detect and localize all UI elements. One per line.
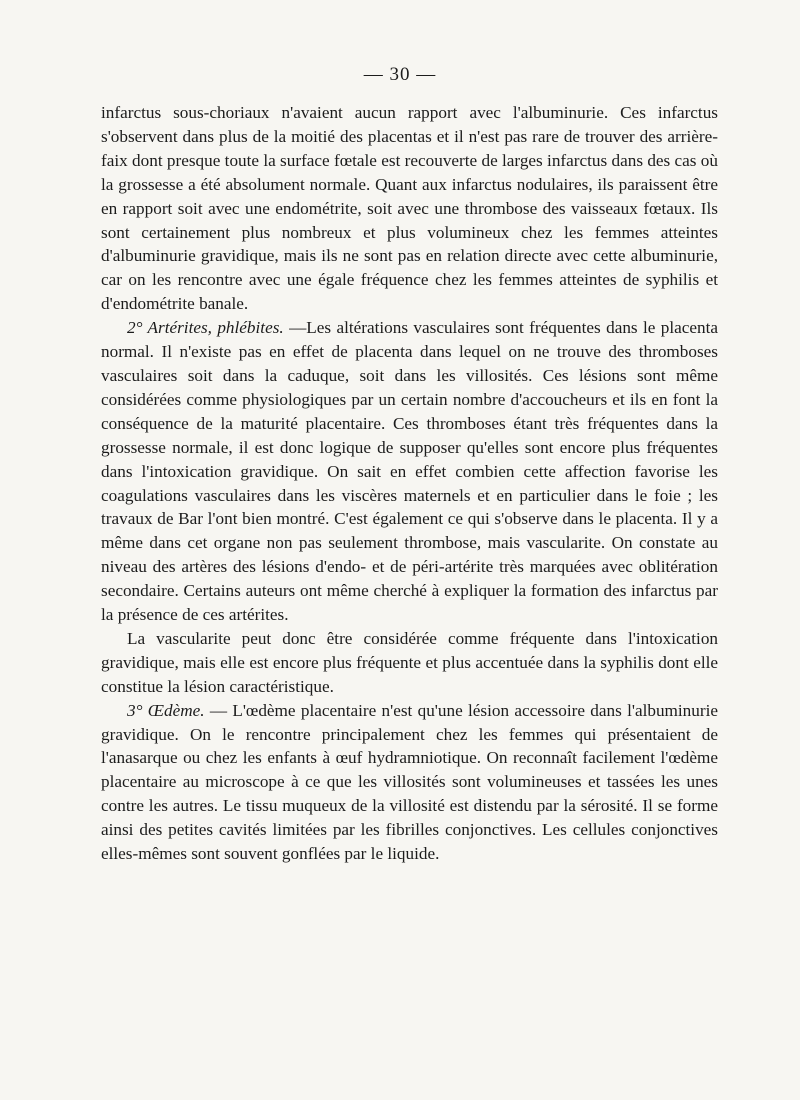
page-number: — 30 — bbox=[363, 64, 437, 85]
paragraph-arterites-text: —Les altérations vasculaires sont fréquentes dans le placenta normal. Il n'existe pas en effet de placenta dans lequel on ne trouve des thromboses vasculaires soit dans la caduque, soit dans les villosités. Ces lésions sont même considérées comme physiologiques par un certain nombre d'accoucheurs et ils en font la conséquence de la maturité placentaire. Ces thromboses étant très fréquentes dans la grossesse normale, il est donc logique de supposer qu'elles sont encore plus fréquentes dans l'intoxication gravidique. On sait en effet combien cette affection favorise les coagulations vasculaires dans les viscères maternels et en particulier dans le foie ; les travaux de Bar l'ont bien montré. C'est également ce qui s'observe dans le placenta. Il y a même dans cet organe non pas seulement thrombose, mais vascularite. On constate au niveau des artères des lésions d'endo- et de péri-artérite très marquées avec oblitération secondaire. Certains auteurs ont même cherché à expliquer la formation des infarctus par la présence de ces artérites. bbox=[101, 318, 719, 625]
paragraph-oedeme-text: — L'œdème placentaire n'est qu'une lésion accessoire dans l'albuminurie gravidique. On le rencontre principalement chez les femmes qui présentaient de l'anasarque ou chez les enfants à œuf hydramniotique. On reconnaît facilement l'œdème placentaire au microscope à ce que les villosités sont volumineuses et tassées les unes contre les autres. Le tissu muqueux de la villosité est distendu par la sérosité. Il se forme ainsi des petites cavités limitées par les fibrilles conjonctives. Les cellules conjonctives elles-mêmes sont souvent gonflées par le liquide. bbox=[101, 700, 718, 864]
paragraph-vascularite: La vascularite peut donc être considérée comme fréquente dans l'intoxication gravidique, mais elle est encore plus fréquente et plus accentuée dans la syphilis dont elle constitue la lésion caractéristique. bbox=[101, 628, 718, 696]
paragraph-infarctus: infarctus sous-choriaux n'avaient aucun rapport avec l'albuminurie. Ces infarctus s'observent dans plus de la moitié des placentas et il n'est pas rare de trouver des arrière-faix dont presque toute la surface fœtale est recouverte de larges infarctus dans des cas où la grossesse a été absolument normale. Quant aux infarctus nodulaires, ils paraissent être en rapport soit avec une endométrite, soit avec une thrombose des vaisseaux fœtaux. Ils sont certainement plus nombreux et plus volumineux chez les femmes atteintes d'albuminurie gravidique, mais ils ne sont pas en relation directe avec cette albuminurie, car on les rencontre avec une égale fréquence chez les femmes atteintes de syphilis et d'endométrite banale. bbox=[101, 103, 718, 314]
paragraph-arterites bbox=[101, 316, 718, 627]
section-label-oedeme: 3° Œdème. bbox=[127, 700, 205, 720]
body-text bbox=[101, 101, 718, 866]
paragraph-oedeme bbox=[101, 699, 718, 866]
section-label-arterites: 2° Artérites, phlébites. bbox=[127, 318, 284, 338]
